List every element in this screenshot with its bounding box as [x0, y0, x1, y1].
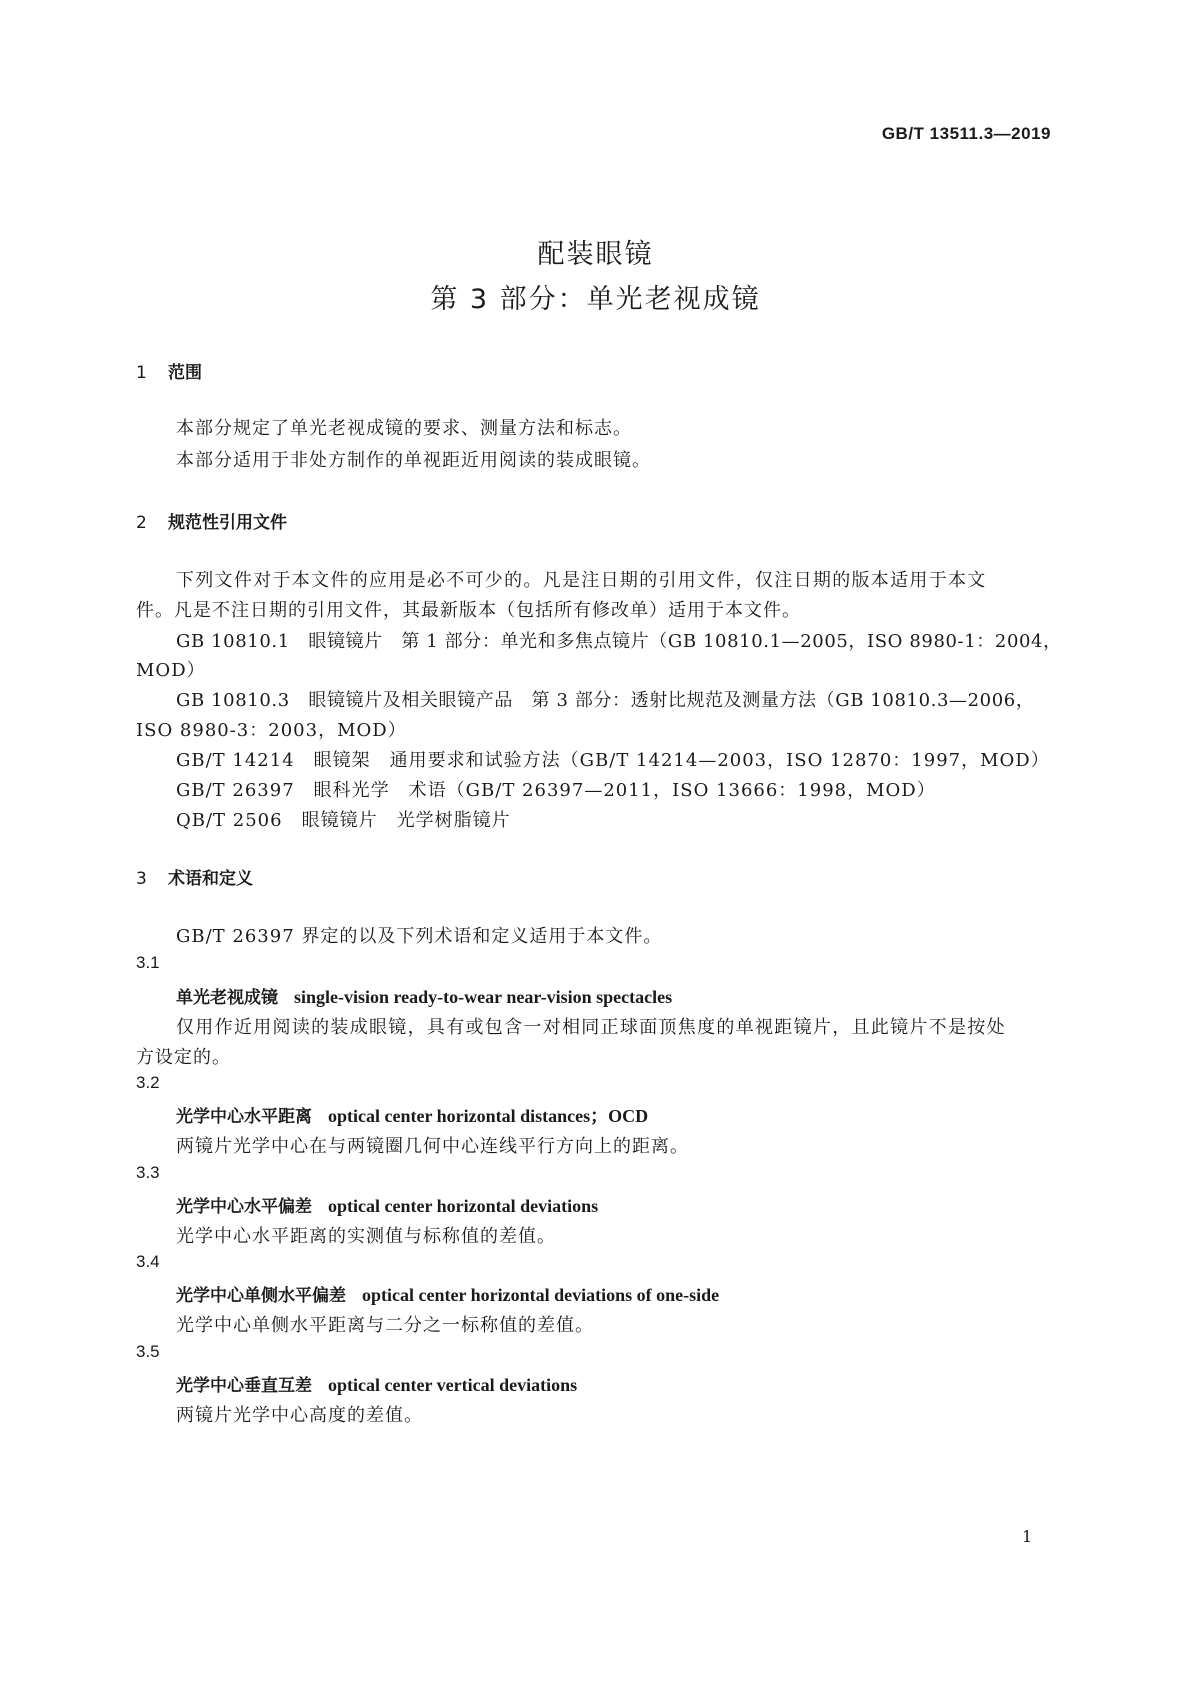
term-number: 3.5	[136, 1342, 160, 1361]
section-title: 术语和定义	[168, 869, 253, 889]
section-title: 规范性引用文件	[168, 513, 287, 533]
reference-item: GB/T 14214 眼镜架 通用要求和试验方法（GB/T 14214—2003，ISO 12870：1997，MOD）	[176, 750, 1050, 771]
term-entry	[176, 1371, 577, 1396]
reference-item: QB/T 2506 眼镜镜片 光学树脂镜片	[176, 810, 511, 831]
term-entry	[176, 983, 672, 1008]
term-definition: 光学中心单侧水平距离与二分之一标称值的差值。	[176, 1315, 594, 1336]
term-number: 3.2	[136, 1073, 160, 1092]
paragraph: 本部分规定了单光老视成镜的要求、测量方法和标志。	[176, 418, 632, 439]
term-chinese: 单光老视成镜	[176, 988, 278, 1008]
term-entry	[176, 1102, 648, 1128]
term-number: 3.4	[136, 1252, 160, 1271]
document-title: 配装眼镜	[537, 239, 654, 270]
reference-item-continued: MOD）	[136, 660, 206, 681]
section-number: 3	[136, 869, 147, 889]
term-english: optical center horizontal deviations of one-side	[362, 1285, 720, 1305]
term-definition-continued: 方设定的。	[136, 1047, 231, 1068]
term-entry	[176, 1281, 719, 1306]
term-number: 3.1	[136, 953, 160, 972]
term-entry	[176, 1192, 598, 1217]
section-1-heading	[136, 358, 202, 383]
document-subtitle: 第 3 部分：单光老视成镜	[430, 284, 761, 315]
term-definition: 两镜片光学中心高度的差值。	[176, 1405, 423, 1426]
paragraph: 本部分适用于非处方制作的单视距近用阅读的装成眼镜。	[176, 450, 651, 471]
term-definition: 仅用作近用阅读的装成眼镜，具有或包含一对相同正球面顶焦度的单视距镜片，且此镜片不是按处	[176, 1017, 1006, 1038]
section-title: 范围	[168, 363, 202, 383]
standard-number: GB/T 13511.3—2019	[881, 124, 1051, 143]
section-2-heading	[136, 508, 287, 533]
reference-item: GB 10810.3 眼镜镜片及相关眼镜产品 第 3 部分：透射比规范及测量方法（GB 10810.3—2006，	[176, 690, 1035, 711]
term-chinese: 光学中心水平偏差	[176, 1197, 312, 1217]
section-3-heading	[136, 864, 253, 889]
term-chinese: 光学中心单侧水平偏差	[176, 1286, 346, 1306]
paragraph: 件。凡是不注日期的引用文件，其最新版本（包括所有修改单）适用于本文件。	[136, 600, 801, 621]
paragraph: 下列文件对于本文件的应用是必不可少的。凡是注日期的引用文件，仅注日期的版本适用于本文	[176, 570, 987, 591]
reference-item: GB/T 26397 眼科光学 术语（GB/T 26397—2011，ISO 13666：1998，MOD）	[176, 780, 936, 801]
section-number: 1	[136, 363, 147, 383]
term-english: single-vision ready-to-wear near-vision spectacles	[294, 987, 673, 1007]
term-definition: 光学中心水平距离的实测值与标称值的差值。	[176, 1226, 556, 1247]
paragraph: GB/T 26397 界定的以及下列术语和定义适用于本文件。	[176, 926, 663, 947]
term-number: 3.3	[136, 1163, 160, 1182]
term-english: optical center vertical deviations	[328, 1375, 578, 1395]
term-english: optical center horizontal distances；OCD	[328, 1106, 649, 1126]
term-chinese: 光学中心垂直互差	[176, 1376, 312, 1396]
reference-item-continued: ISO 8980-3：2003，MOD）	[136, 720, 407, 741]
reference-item: GB 10810.1 眼镜镜片 第 1 部分：单光和多焦点镜片（GB 10810.1—2005，ISO 8980-1：2004，	[176, 631, 1062, 652]
page-number: 1	[1022, 1527, 1033, 1546]
term-definition: 两镜片光学中心在与两镜圈几何中心连线平行方向上的距离。	[176, 1136, 689, 1157]
term-english: optical center horizontal deviations	[328, 1196, 599, 1216]
section-number: 2	[136, 513, 147, 533]
term-chinese: 光学中心水平距离	[176, 1107, 312, 1127]
